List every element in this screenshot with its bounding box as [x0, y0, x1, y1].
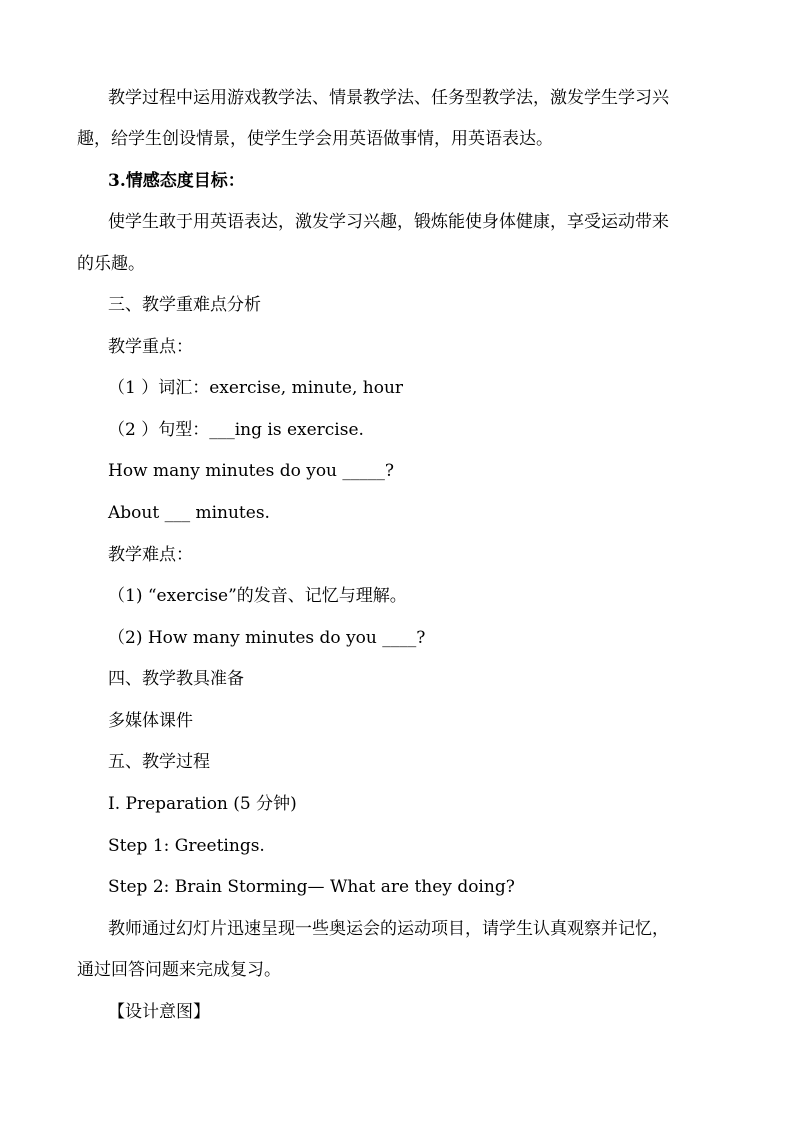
step-preparation: Ⅰ. Preparation (5 分钟)	[108, 794, 297, 814]
label-key-points: 教学重点：	[108, 337, 193, 357]
teaching-aids-multimedia: 多媒体课件	[108, 711, 193, 731]
label-difficult-points: 教学难点：	[108, 545, 193, 565]
paragraph-teaching-methods-cont: 趣，给学生创设情景，使学生学会用英语做事情，用英语表达。	[77, 129, 553, 149]
paragraph-emotional-goals-cont: 的乐趣。	[77, 254, 145, 274]
difficult-point-exercise: （1) “exercise”的发音、记忆与理解。	[108, 586, 407, 606]
difficult-point-question: （2) How many minutes do you ____?	[108, 628, 426, 648]
section-heading-teaching-process: 五、教学过程	[108, 752, 210, 772]
heading-emotional-goals: 3.情感态度目标：	[108, 171, 245, 191]
sentence-about-minutes: About ___ minutes.	[108, 503, 270, 523]
key-point-vocabulary: （1 ）词汇：exercise, minute, hour	[108, 378, 404, 398]
paragraph-teacher-slides: 教师通过幻灯片迅速呈现一些奥运会的运动项目，请学生认真观察并记忆，	[108, 919, 669, 939]
label-design-intention: 【设计意图】	[108, 1002, 210, 1022]
step-2-brain-storming: Step 2: Brain Storming— What are they doing?	[108, 877, 515, 897]
paragraph-teacher-slides-cont: 通过回答问题来完成复习。	[77, 960, 281, 980]
key-point-sentence-pattern: （2 ）句型：___ing is exercise.	[108, 420, 364, 440]
paragraph-teaching-methods: 教学过程中运用游戏教学法、情景教学法、任务型教学法，激发学生学习兴	[108, 88, 669, 108]
section-heading-teaching-aids: 四、教学教具准备	[108, 669, 244, 689]
paragraph-emotional-goals: 使学生敢于用英语表达，激发学习兴趣，锻炼能使身体健康，享受运动带来	[108, 212, 669, 232]
section-heading-key-difficult-points: 三、教学重难点分析	[108, 295, 261, 315]
step-1-greetings: Step 1: Greetings.	[108, 836, 265, 856]
sentence-how-many-minutes: How many minutes do you _____?	[108, 461, 395, 481]
